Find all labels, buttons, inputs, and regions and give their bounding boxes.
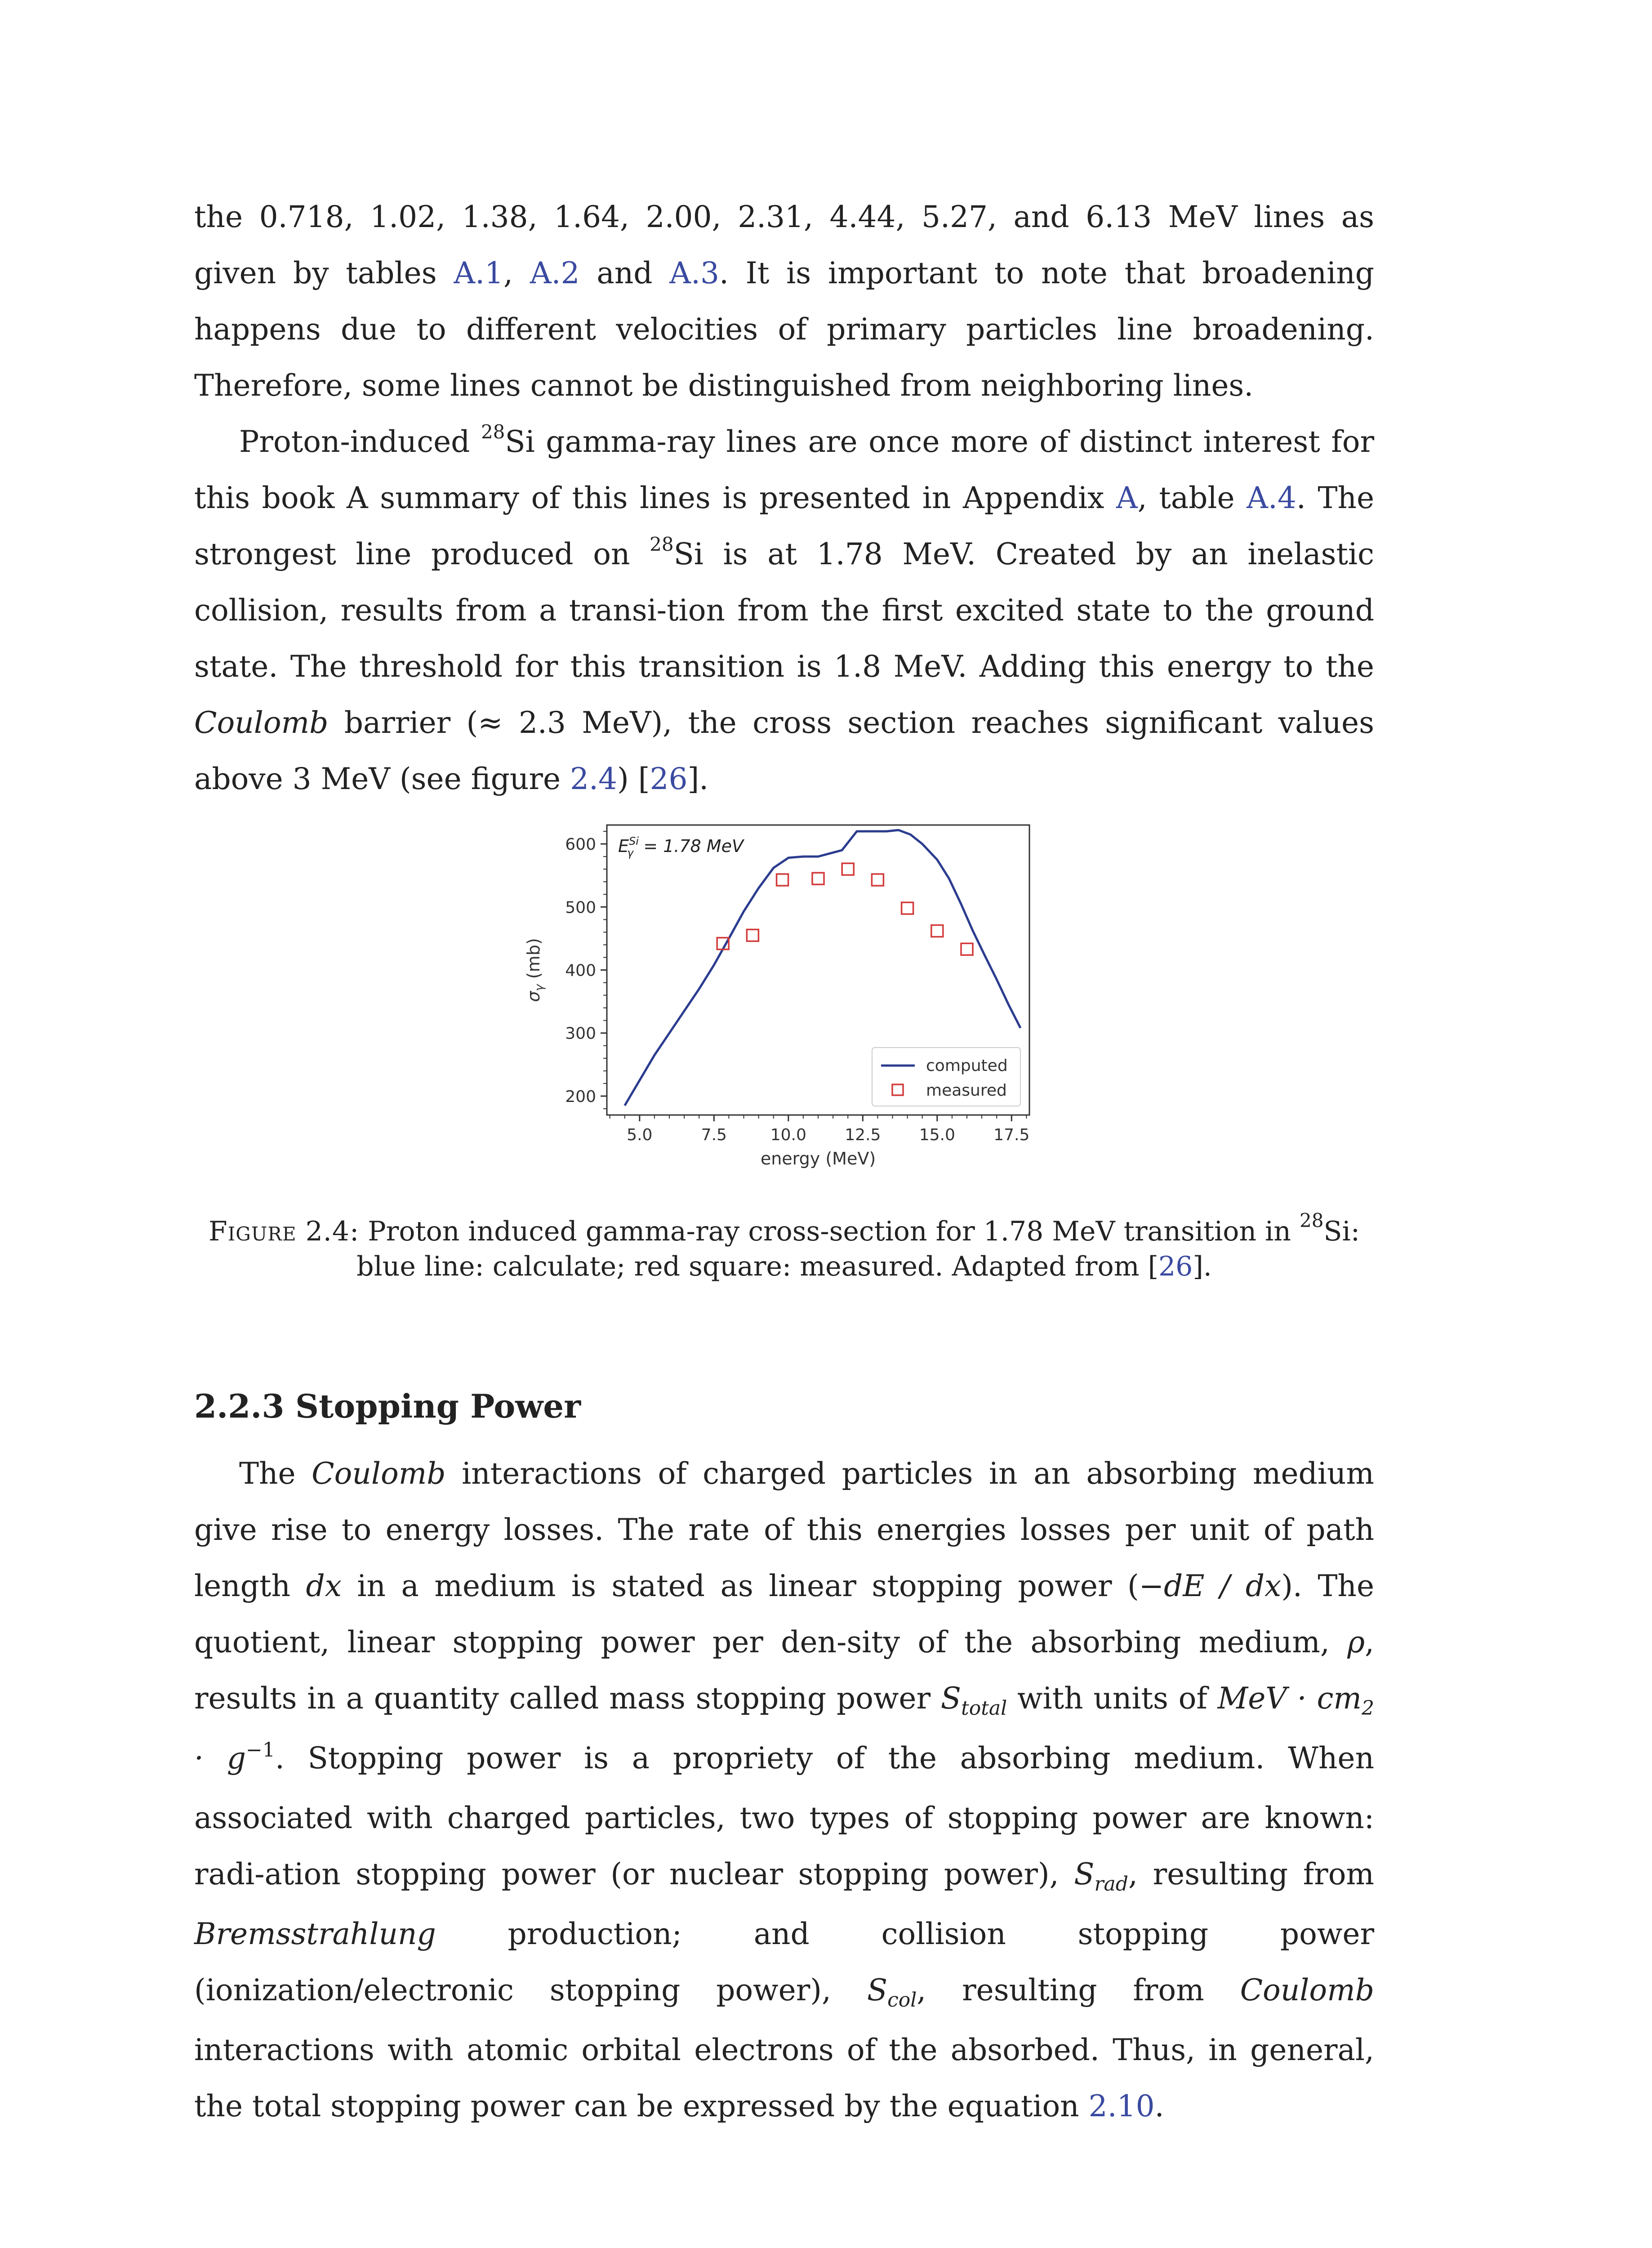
measured-point [777,874,788,886]
citation-link-26[interactable]: 26 [650,762,688,796]
x-tick-label: 7.5 [701,1126,727,1144]
table-link-a3[interactable]: A.3 [669,256,719,290]
section-number: 2.2.3 [194,1387,285,1425]
chart-annotation: $E^{Si}$ γ = 1.78 MeV [618,835,744,859]
paragraph-2: Proton-induced $^{28}$Si gamma-ray lines are once more of distinct interest for this book A summary of this lines is presented in Appendix A, table A.4. The strongest line produced on $^{28}$Si is at 1.78 MeV. Created by an inelastic collision, results from a transi-tion from the first excited state to the ground state. The threshold for this transition is 1.8 MeV. Adding this energy to the Coulomb barrier (≈ 2.3 MeV), the cross section reaches significant values above 3 MeV (see figure 2.4) [26]. [194,421,1375,796]
x-tick-label: 17.5 [993,1126,1030,1144]
y-tick-label: 200 [565,1087,596,1106]
figure-link-2-4[interactable]: 2.4 [570,762,617,796]
x-tick-label: 12.5 [845,1126,881,1144]
y-axis-label: $\sigma_\gamma$ (mb) [524,938,546,1002]
citation-link-26-caption[interactable]: 26 [1158,1251,1193,1282]
measured-point [931,925,943,937]
legend-measured-label: measured [926,1081,1007,1100]
measured-point [872,874,883,886]
table-link-a4[interactable]: A.4 [1247,481,1296,515]
legend-computed-label: computed [926,1057,1008,1075]
y-tick-label: 500 [565,898,596,917]
y-tick-label: 300 [565,1024,596,1043]
x-tick-label: 5.0 [627,1126,653,1144]
y-tick-label: 400 [565,961,596,980]
table-link-a2[interactable]: A.2 [530,256,580,290]
measured-point [902,902,913,914]
figure-caption: Figure 2.4: Proton induced gamma-ray cross-section for 1.78 MeV transition in $^{28}$Si: blue line: calculate; red square: measured. Adapted from [26]. [209,1209,1360,1282]
measured-point [747,929,758,941]
measured-point [961,943,973,955]
figure-label: Figure 2.4: [209,1216,360,1247]
section-heading [194,1387,581,1425]
section-title: Stopping Power [295,1387,581,1425]
paragraph-3: The Coulomb interactions of charged particles in an absorbing medium give rise to energy losses. The rate of this energies losses per unit of path length dx in a medium is stated as linear stopping power (−dE / dx). The quotient, linear stopping power per den-sity of the absorbing medium, ρ, results in a quantity called mass stopping power $S_{total}$ with units of MeV · $cm_2 \cdot g^{-1}$. Stopping power is a propriety of the absorbing medium. When associated with charged particles, two types of stopping power are known: radi-ation stopping power (or nuclear stopping power), $S_{rad}$, resulting from Bremsstrahlung production; and collision stopping power (ionization/electronic stopping power), $S_{col}$, resulting from Coulomb interactions with atomic orbital electrons of the absorbed. Thus, in general, the total stopping power can be expressed by the equation 2.10. [194,1456,1375,2123]
equation-link-2-10[interactable]: 2.10 [1088,2089,1155,2123]
appendix-link-a[interactable]: A [1116,481,1138,515]
paragraph-1: the 0.718, 1.02, 1.38, 1.64, 2.00, 2.31, 4.44, 5.27, and 6.13 MeV lines as given by tables A.1, A.2 and A.3. It is important to note that broadening happens due to different velocities of primary particles line broadening. Therefore, some lines cannot be distinguished from neighboring lines. [194,200,1374,403]
y-tick-label: 600 [565,835,596,854]
measured-point [812,873,824,884]
measured-point [842,863,854,875]
x-axis-label: energy (MeV) [760,1149,876,1169]
cross-section-chart [517,805,1056,1191]
x-tick-label: 10.0 [770,1126,806,1144]
x-tick-label: 15.0 [919,1126,955,1144]
table-link-a1[interactable]: A.1 [454,256,504,290]
